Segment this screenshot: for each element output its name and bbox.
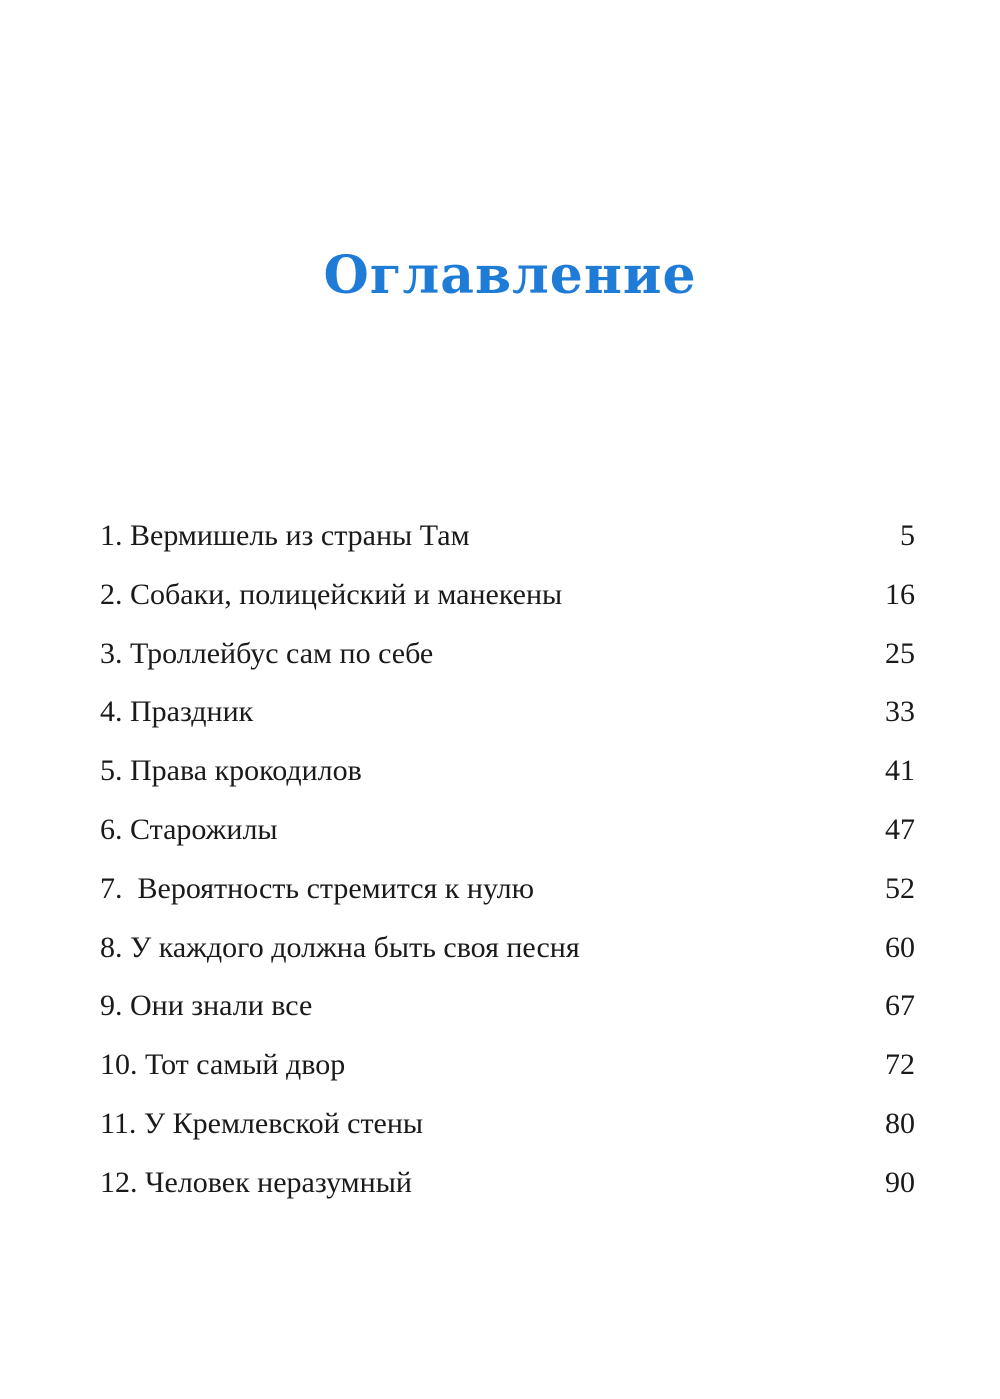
toc-entry xyxy=(100,931,915,990)
toc-entry-page: 60 xyxy=(885,930,915,964)
toc-entry-label: 5. Права крокодилов xyxy=(100,754,362,788)
toc-entry-label: 3. Троллейбус сам по себе xyxy=(100,636,434,670)
toc-entry xyxy=(100,1048,915,1107)
toc-entry-label: 6. Старожилы xyxy=(100,812,278,846)
toc-entry xyxy=(100,989,915,1048)
table-of-contents xyxy=(100,519,915,1225)
toc-entry-label: 12. Человек неразумный xyxy=(100,1165,412,1199)
page-title: Оглавление xyxy=(323,245,697,306)
toc-entry xyxy=(100,1166,915,1225)
toc-entry-page: 16 xyxy=(885,577,915,611)
toc-entry-label: 9. Они знали все xyxy=(100,989,313,1023)
toc-entry-page: 5 xyxy=(900,519,915,552)
toc-entry-label: 11. У Кремлевской стены xyxy=(100,1106,424,1140)
toc-entry xyxy=(100,872,915,931)
toc-entry xyxy=(100,813,915,872)
toc-entry-page: 67 xyxy=(885,989,915,1023)
toc-entry-page: 33 xyxy=(885,695,915,729)
toc-entry-page: 80 xyxy=(885,1106,915,1140)
toc-entry-label: 1. Вермишель из страны Там xyxy=(100,519,470,552)
toc-entry-label: 4. Праздник xyxy=(100,695,254,729)
toc-entry-label: 2. Собаки, полицейский и манекены xyxy=(100,577,563,611)
toc-entry xyxy=(100,519,915,578)
toc-entry xyxy=(100,578,915,637)
toc-entry-page: 72 xyxy=(885,1048,915,1082)
toc-entry-page: 52 xyxy=(885,871,915,905)
toc-entry xyxy=(100,1107,915,1166)
toc-entry xyxy=(100,695,915,754)
toc-entry-label: 8. У каждого должна быть своя песня xyxy=(100,930,580,964)
toc-entry-page: 25 xyxy=(885,636,915,670)
toc-entry-page: 41 xyxy=(885,754,915,788)
toc-entry-label: 10. Тот самый двор xyxy=(100,1048,346,1082)
toc-entry xyxy=(100,754,915,813)
toc-entry-page: 90 xyxy=(885,1165,915,1199)
toc-entry-label: 7. Вероятность стремится к нулю xyxy=(100,871,535,905)
toc-entry xyxy=(100,637,915,696)
toc-entry-page: 47 xyxy=(885,812,915,846)
